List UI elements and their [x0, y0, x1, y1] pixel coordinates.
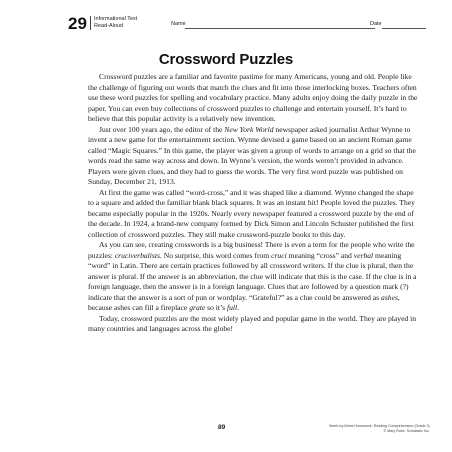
italic-term: grate [189, 303, 206, 312]
credit-line1: Week-by-Week Homework: Reading Comprehension (Grade 3) [329, 424, 430, 428]
italic-term: New York World [224, 124, 274, 134]
paragraph-text: Crossword puzzles are a familiar and favorite pastime for many Americans, young and old. People like the challenge of figuring out words that match the clues and fit into those interlocking boxes. Teachers often use these word puzzles for spelling and vocabulary practice. Many adults enjoy doing the daily puzzle in the paper. You can even buy collections of crossword puzzles to challenge and entertain yourself. It’s hard to believe that this popular activity is a relatively new invention. [88, 72, 418, 123]
article-paragraph [88, 240, 420, 314]
article-paragraph [88, 125, 420, 188]
article-paragraph [88, 188, 420, 241]
italic-term: ashes [381, 292, 398, 302]
italic-term: cruciverbalists [114, 250, 160, 260]
paragraph-text: , because ashes can fill a fireplace [88, 292, 400, 312]
italic-term: cruci [271, 250, 287, 260]
page-number: 89 [218, 424, 226, 431]
paragraph-text: meaning “cross” and [286, 250, 354, 260]
worksheet-header [68, 14, 413, 38]
lesson-type-label [90, 16, 137, 30]
lesson-type-line1: Informational Text [94, 16, 138, 22]
paragraph-text: . [237, 303, 240, 312]
paragraph-text: At first the game was called “word-cross,” and it was shaped like a diamond. Wynne changed the shape to a square and added the familiar blank black squares. It was an instant hit! People loved the puzzles. They became especially popular in the 1920s. Nearly every newspaper featured a crossword puzzle by the end of the decade. In 1924, a brand-new company formed by Dick Simon and Lincoln Schuster published the first collection of crossword puzzles. They still make crossword-puzzle books to this day. [88, 187, 415, 239]
article-paragraph [88, 314, 420, 335]
lesson-type-line2: Read-Aloud [94, 23, 124, 29]
date-write-line[interactable] [382, 28, 426, 29]
name-label: Name [171, 21, 186, 27]
italic-term: verbal [353, 250, 374, 260]
paragraph-text: As you can see, creating crosswords is a big business! There is even a term for the people who write the puzzles: [88, 240, 415, 260]
paragraph-text: . No surprise, this word comes from [159, 250, 272, 260]
name-write-line[interactable] [185, 28, 375, 29]
paragraph-text: Today, crossword puzzles are the most widely played and popular game in the world. They are played in many countries and languages across the globe! [88, 313, 417, 333]
paragraph-text: meaning “word” in Latin. There are certain practices followed by all crossword writers. If the clue is plural, then the answer is plural. If the answer is an abbreviation, the clue will indicate that this is the case. If the clue is in a foreign language, then the answer is in a foreign language. Clues that are followed by a question mark (?) indicate that the answer is a sort of pun or wordplay. “Grateful?” as a clue could be answered as [88, 250, 417, 302]
copyright-credit [329, 424, 430, 433]
paragraph-text: Just over 100 years ago, the editor of the [99, 124, 225, 134]
paragraph-text: newspaper asked journalist Arthur Wynne to invent a new game for the entertainment section. Wynne devised a game based on an ancient Roman game called “Magic Squares.” In this game, the player was given a group of words to arrange on a grid so that the words read the same way across and down. In Wynne’s version, the words weren’t provided in advance. Players were given clues, and they had to guess the words. The very first word puzzle was published on Sunday, December 21, 1913. [88, 124, 416, 186]
date-label: Date [370, 21, 382, 27]
lesson-number: 29 [68, 14, 87, 33]
credit-line2: © Mary Rose, Scholastic Inc. [383, 428, 430, 433]
italic-term: full [226, 303, 238, 312]
article-paragraph [88, 72, 420, 125]
paragraph-text: so it’s [205, 303, 227, 312]
page-title: Crossword Puzzles [158, 51, 294, 68]
article-body [88, 72, 420, 335]
